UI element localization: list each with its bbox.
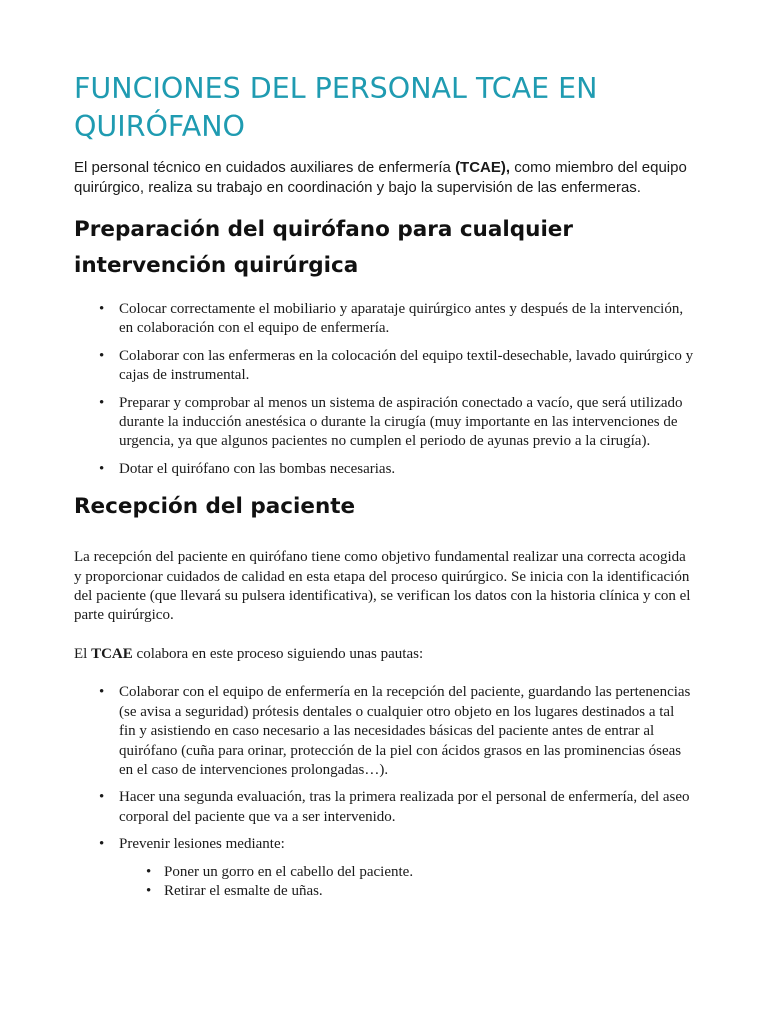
- recepcion-paragraph: La recepción del paciente en quirófano tiene como objetivo fundamental realizar una correcta acogida y proporcionar cuidados de calidad en esta etapa del proceso quirúrgico. Se inicia con la identificación del paciente (que llevará su pulsera identificativa), se verifican los datos con la historia clínica y con el parte quirúrgico.: [74, 549, 691, 624]
- list-item: [74, 683, 694, 780]
- list-item-text: Colaborar con las enfermeras en la colocación del equipo textil-desechable, lavado quirúrgico y cajas de instrumental.: [119, 347, 694, 384]
- section-heading-preparacion: Preparación del quirófano para cualquier intervención quirúrgica: [74, 217, 573, 278]
- list-item: [74, 394, 694, 452]
- intro-bold-tcae: (TCAE),: [455, 159, 511, 176]
- sublist-item-text: Retirar el esmalte de uñas.: [164, 882, 323, 899]
- list-item-text: Preparar y comprobar al menos un sistema de aspiración conectado a vacío, que será utilizado durante la inducción anestésica o durante la cirugía (muy importante en las intervenciones de urgencia, ya que algunos pacientes no cumplen el periodo de ayunas previo a la cirugía).: [119, 394, 683, 450]
- bullet-icon: •: [99, 347, 105, 364]
- sublist-item: [119, 863, 694, 882]
- bullet-icon: •: [146, 882, 152, 899]
- intro-text-end: como miembro del equipo quirúrgico, realiza su trabajo en coordinación y bajo la supervisión de las enfermeras.: [74, 159, 687, 196]
- list-item-text: Hacer una segunda evaluación, tras la primera realizada por el personal de enfermería, del aseo corporal del paciente que va a ser intervenido.: [119, 789, 690, 825]
- recepcion-list: [74, 683, 694, 901]
- bullet-icon: •: [99, 460, 105, 477]
- list-item: [74, 835, 694, 901]
- page-title: FUNCIONES DEL PERSONAL TCAE EN QUIRÓFANO: [74, 72, 598, 143]
- bullet-icon: •: [99, 789, 105, 806]
- prevenir-sublist: [119, 863, 694, 902]
- list-item: [74, 788, 694, 827]
- list-item: [74, 460, 694, 479]
- list-item-text: Colaborar con el equipo de enfermería en la recepción del paciente, guardando las pertenencias (se avisa a seguridad) prótesis dentales o cualquier otro objeto en los lugares destinados a tal fin y asistiendo en caso necesario a las necesidades básicas del paciente antes de entrar al quirófano (cuña para orinar, protección de la piel con ácidos grasos en las prominencias óseas en el caso de intervenciones prolongadas…).: [119, 684, 691, 778]
- bullet-icon: •: [99, 836, 105, 853]
- list-item: [74, 300, 694, 339]
- pautas-text-end: colabora en este proceso siguiendo unas pautas:: [132, 645, 424, 662]
- document-page: [74, 70, 694, 909]
- bullet-icon: •: [99, 394, 105, 411]
- bullet-icon: •: [99, 301, 105, 317]
- list-item-text: Dotar el quirófano con las bombas necesarias.: [119, 460, 396, 477]
- list-item-text: Prevenir lesiones mediante:: [119, 836, 285, 853]
- intro-text-start: El personal técnico en cuidados auxiliares de enfermería: [74, 159, 456, 176]
- list-item: [74, 347, 694, 386]
- bullet-icon: •: [146, 863, 152, 880]
- bullet-icon: •: [99, 684, 105, 701]
- preparacion-list: [74, 300, 694, 479]
- pautas-bold-tcae: TCAE: [91, 645, 133, 662]
- section-heading-recepcion: Recepción del paciente: [74, 494, 356, 520]
- sublist-item-text: Poner un gorro en el cabello del paciente.: [164, 863, 414, 880]
- pautas-paragraph: [74, 645, 694, 664]
- pautas-text-start: El: [74, 645, 92, 662]
- list-item-text: Colocar correctamente el mobiliario y aparataje quirúrgico antes y después de la intervención, en colaboración con el equipo de enfermería.: [119, 301, 684, 337]
- intro-paragraph: [74, 158, 694, 198]
- sublist-item: [119, 882, 694, 901]
